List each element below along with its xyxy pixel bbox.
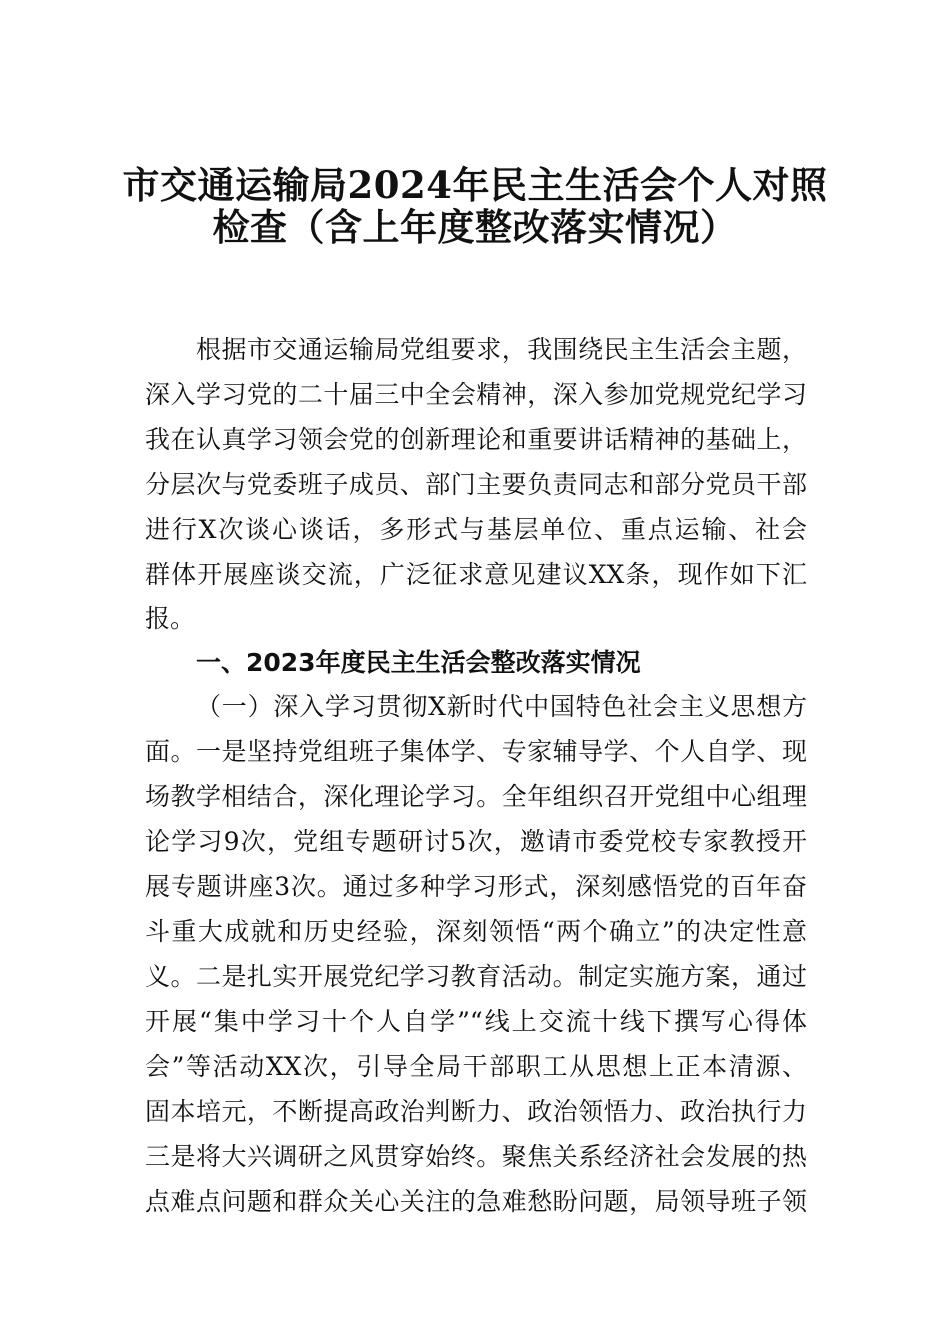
paragraph-2-line-7: 义。二是扎实开展党纪学习教育活动。制定实施方案，通过 [145,962,807,991]
paragraph-1-line-7: 报。 [145,604,196,633]
paragraph-1-line-3: 我在认真学习领会党的创新理论和重要讲话精神的基础上， [145,425,807,454]
paragraph-1-line-1: 根据市交通运输局党组要求，我围绕民主生活会主题， [196,335,807,364]
paragraph-2-line-6: 斗重大成就和历史经验，深刻领悟“两个确立”的决定性意 [145,917,807,946]
section-1-heading: 一、2023年度民主生活会整改落实情况 [196,648,641,677]
paragraph-2-line-4: 论学习9次，党组专题研讨5次，邀请市委党校专家教授开 [145,827,807,856]
document-title-line-1: 市交通运输局2024年民主生活会个人对照 [122,163,828,207]
paragraph-1-line-4: 分层次与党委班子成员、部门主要负责同志和部分党员干部 [145,470,807,499]
document-title-line-2: 检查（含上年度整改落实情况） [212,205,738,249]
paragraph-1-line-5: 进行X次谈心谈话，多形式与基层单位、重点运输、社会 [145,515,807,544]
paragraph-2-line-9: 会”等活动XX次，引导全局干部职工从思想上正本清源、 [145,1052,807,1081]
paragraph-2-line-10: 固本培元，不断提高政治判断力、政治领悟力、政治执行力 [145,1097,807,1126]
paragraph-1-line-2: 深入学习党的二十届三中全会精神，深入参加党规党纪学习 [145,380,807,409]
paragraph-2-line-1: （一）深入学习贯彻X新时代中国特色社会主义思想方 [196,692,807,721]
paragraph-2-line-2: 面。一是坚持党组班子集体学、专家辅导学、个人自学、现 [145,737,807,766]
paragraph-2-line-8: 开展“集中学习十个人自学”“线上交流十线下撰写心得体 [145,1007,807,1036]
paragraph-2-line-3: 场教学相结合，深化理论学习。全年组织召开党组中心组理 [145,782,807,811]
paragraph-2-line-12: 点难点问题和群众关心关注的急难愁盼问题，局领导班子领 [145,1187,807,1216]
paragraph-1-line-6: 群体开展座谈交流，广泛征求意见建议XX条，现作如下汇 [145,560,807,589]
paragraph-2-line-5: 展专题讲座3次。通过多种学习形式，深刻感悟党的百年奋 [145,872,807,901]
paragraph-2-line-11: 三是将大兴调研之风贯穿始终。聚焦关系经济社会发展的热 [145,1142,807,1171]
